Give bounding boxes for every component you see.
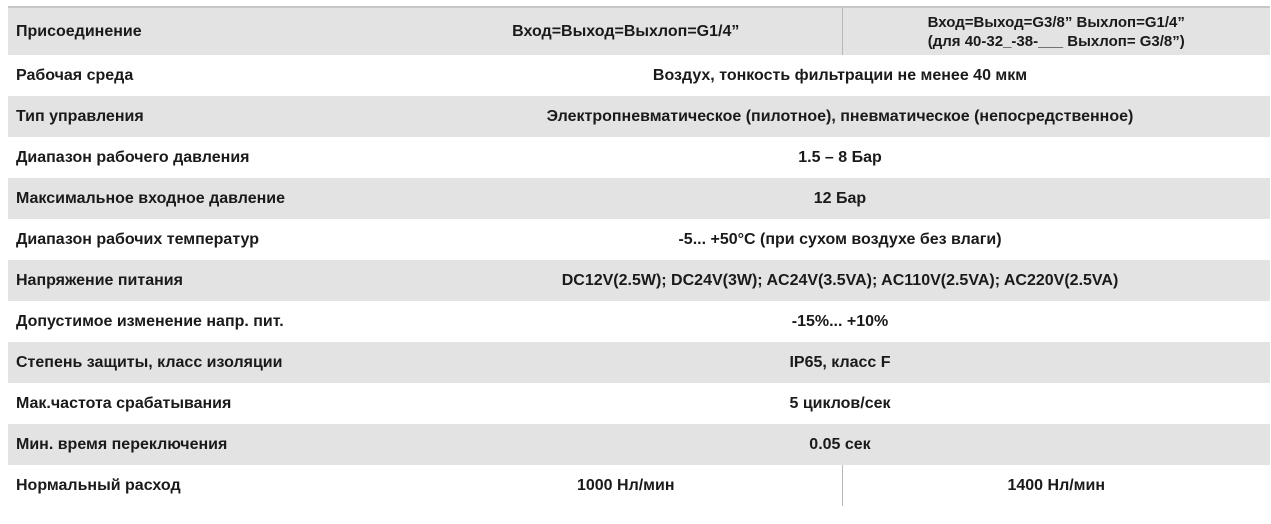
table-row-medium [8,55,1270,96]
row-label: Мин. время переключения [8,424,410,465]
row-value-option-b [842,8,1270,55]
table-row-flow-rate [8,465,1270,506]
table-row-max-frequency [8,383,1270,424]
row-label: Диапазон рабочего давления [8,137,410,178]
row-value: Воздух, тонкость фильтрации не менее 40 мкм [410,55,1270,96]
row-value-option-b: 1400 Нл/мин [842,465,1270,506]
row-value: 5 циклов/сек [410,383,1270,424]
table-row-supply-voltage [8,260,1270,301]
table-row-temperature-range [8,219,1270,260]
row-value: DC12V(2.5W); DC24V(3W); AC24V(3.5VA); AC110V(2.5VA); AC220V(2.5VA) [410,260,1270,301]
row-label: Степень защиты, класс изоляции [8,342,410,383]
row-label: Рабочая среда [8,55,410,96]
table-row-connection [8,8,1270,55]
specifications-table [8,8,1270,506]
row-value: Электропневматическое (пилотное), пневматическое (непосредственное) [410,96,1270,137]
row-value: IP65, класс F [410,342,1270,383]
row-value-option-a: Вход=Выход=Выхлоп=G1/4” [410,8,842,55]
row-value: -15%... +10% [410,301,1270,342]
table-row-protection-class [8,342,1270,383]
table-row-voltage-tolerance [8,301,1270,342]
row-label: Мак.частота срабатывания [8,383,410,424]
row-value-option-b-line1: Вход=Выход=G3/8” Выхлоп=G1/4” [927,13,1185,31]
table-row-control-type [8,96,1270,137]
row-label: Нормальный расход [8,465,410,506]
row-value: 1.5 – 8 Бар [410,137,1270,178]
row-label: Тип управления [8,96,410,137]
row-label: Допустимое изменение напр. пит. [8,301,410,342]
table-row-max-pressure [8,178,1270,219]
row-value: -5... +50°С (при сухом воздухе без влаги) [410,219,1270,260]
row-label: Присоединение [8,8,410,55]
row-value-option-a: 1000 Нл/мин [410,465,842,506]
row-value: 12 Бар [410,178,1270,219]
row-label: Максимальное входное давление [8,178,410,219]
row-value: 0.05 сек [410,424,1270,465]
row-value-option-b-line2: (для 40-32_-38-___ Выхлоп= G3/8”) [927,32,1185,50]
table-row-pressure-range [8,137,1270,178]
row-label: Напряжение питания [8,260,410,301]
row-label: Диапазон рабочих температур [8,219,410,260]
table-row-switching-time [8,424,1270,465]
